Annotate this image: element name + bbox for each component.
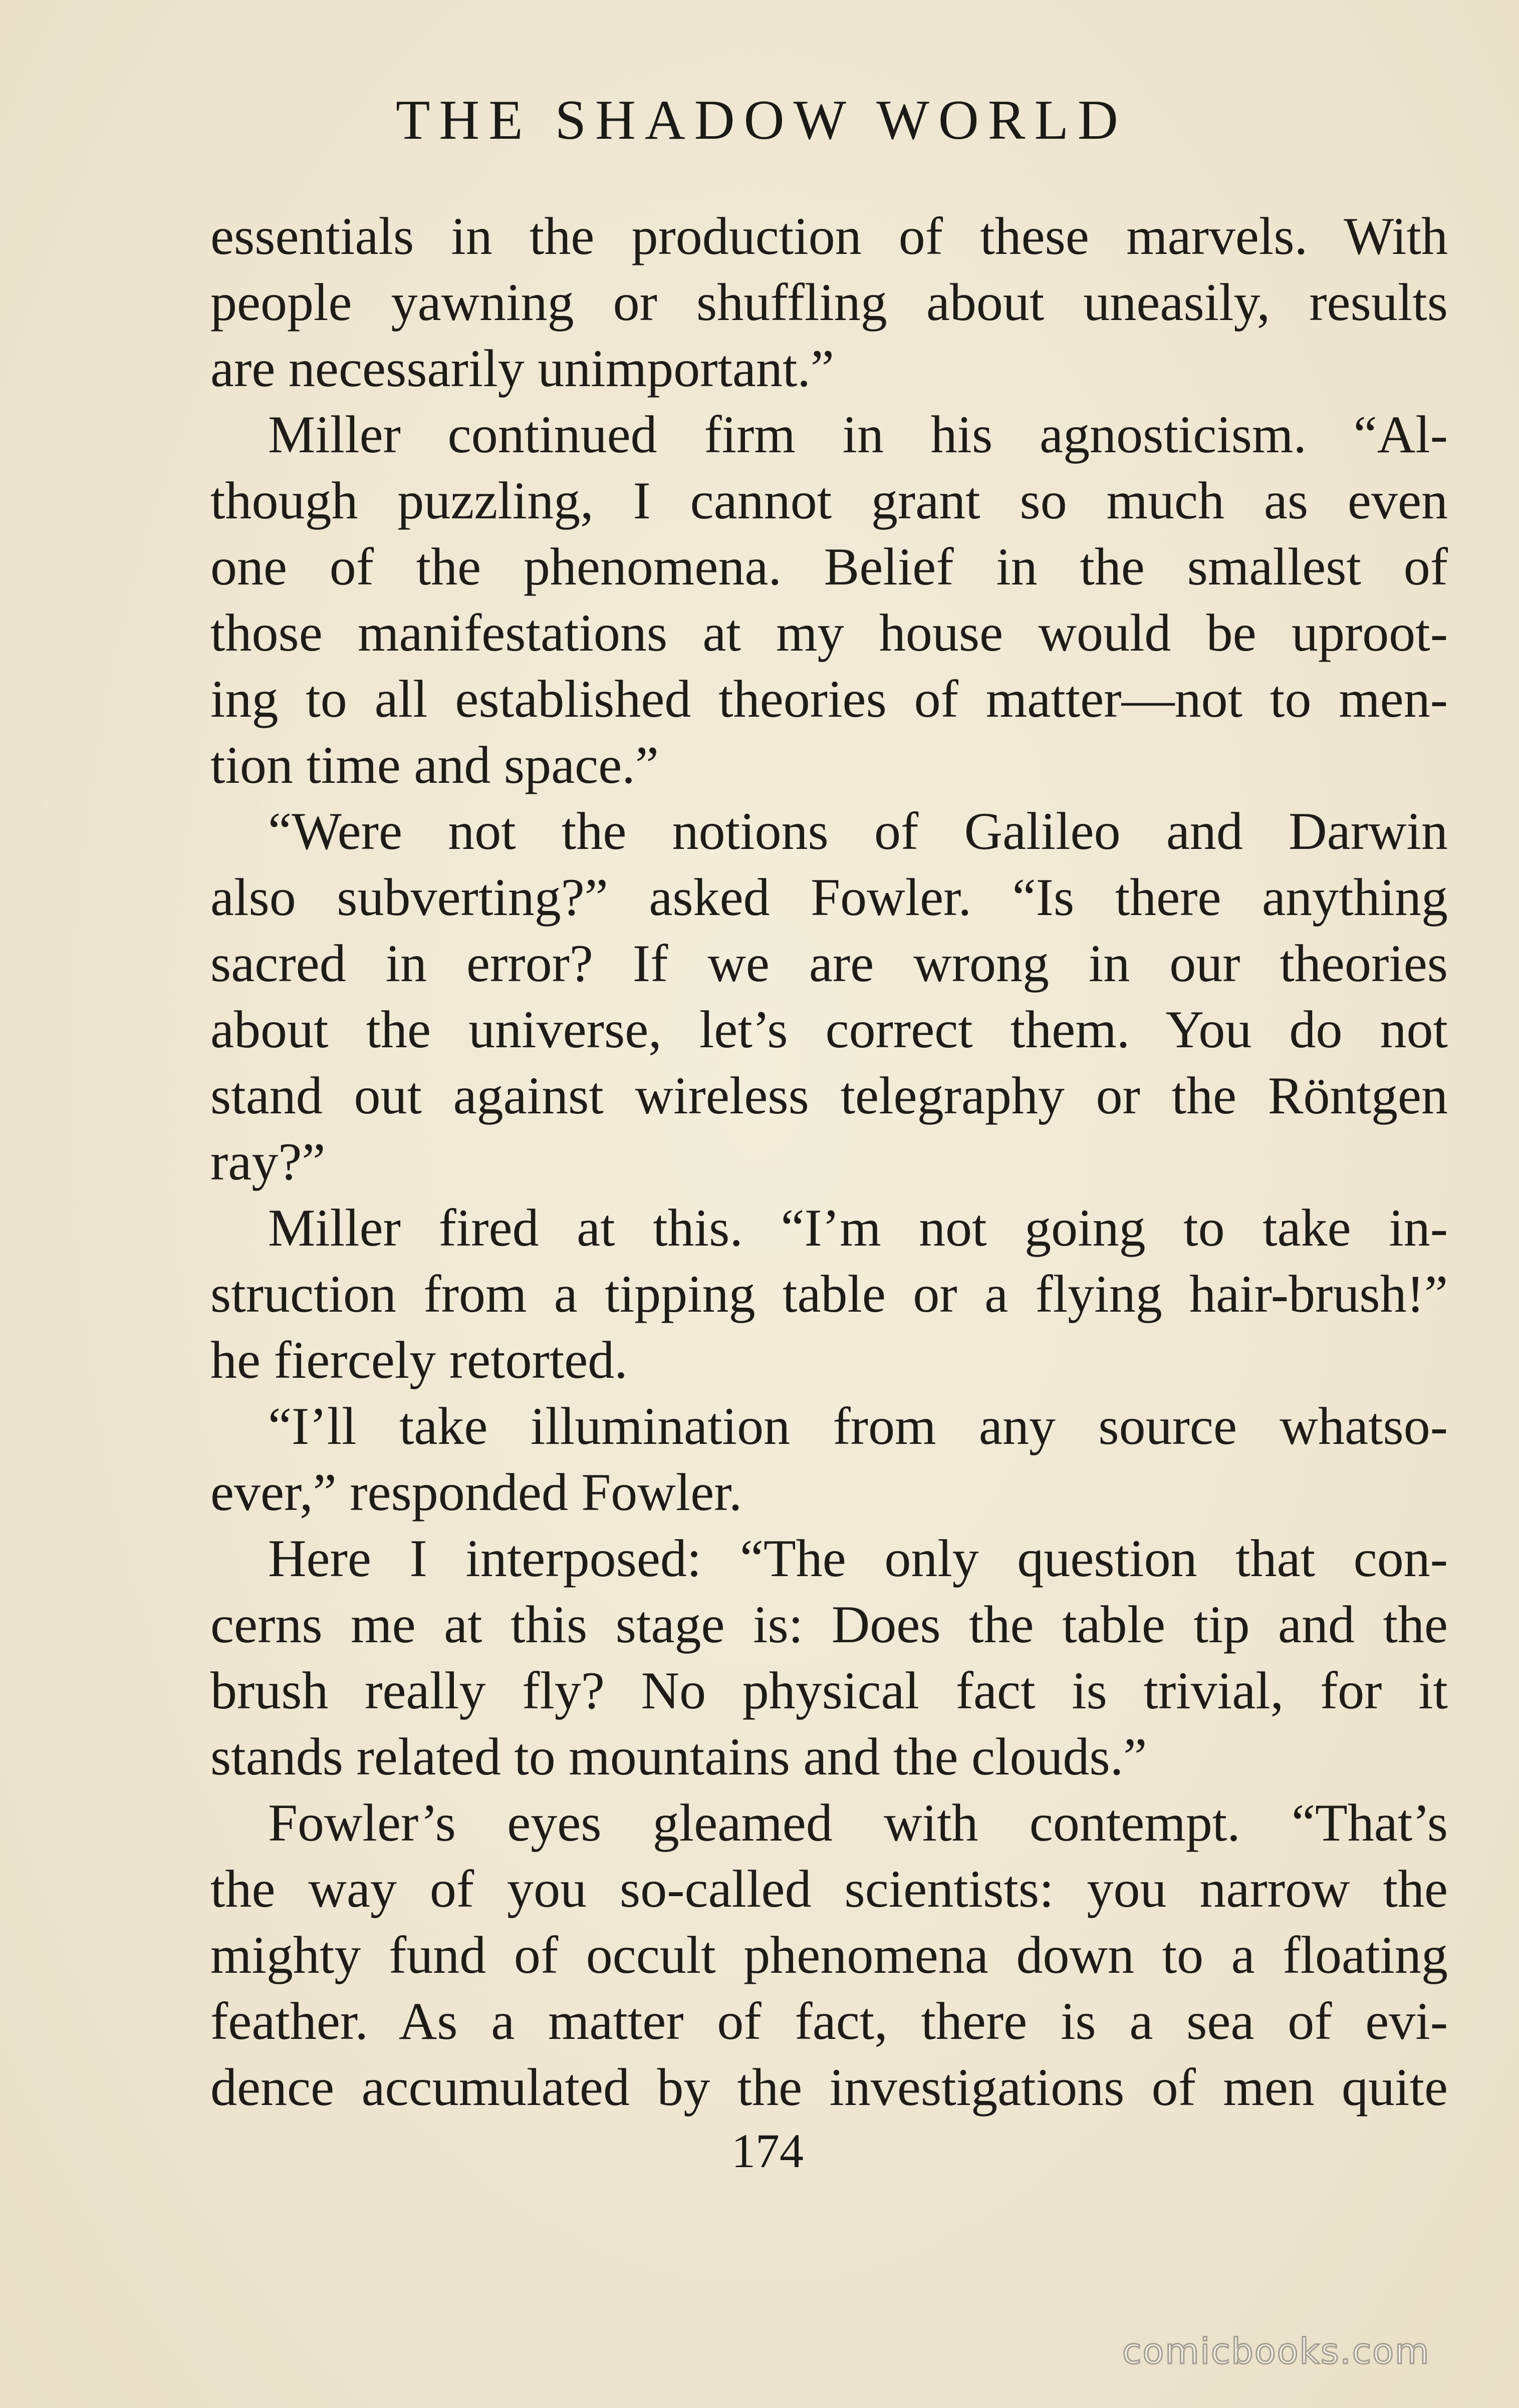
text-line: cerns me at this stage is: Does the table tip and the — [210, 1595, 1448, 1654]
text-line: “Were not the notions of Galileo and Darwin — [268, 802, 1448, 860]
text-line: he fiercely retorted. — [210, 1331, 628, 1389]
text-line: essentials in the production of these marvels. With — [210, 207, 1448, 265]
text-line: the way of you so-called scientists: you narrow the — [210, 1860, 1448, 1918]
text-line: Fowler’s eyes gleamed with contempt. “That’s — [268, 1793, 1448, 1852]
text-line: stands related to mountains and the clouds.” — [210, 1727, 1147, 1786]
text-line: “I’ll take illumination from any source whatso- — [268, 1397, 1448, 1455]
text-line: Here I interposed: “The only question that con- — [268, 1529, 1448, 1588]
running-head: THE SHADOW WORLD — [396, 89, 1127, 151]
text-line: tion time and space.” — [210, 736, 659, 794]
text-line: dence accumulated by the investigations of men quite — [210, 2058, 1448, 2117]
text-line: sacred in error? If we are wrong in our theories — [210, 934, 1448, 993]
text-line: Miller fired at this. “I’m not going to take in- — [268, 1198, 1448, 1257]
text-line: feather. As a matter of fact, there is a sea of evi- — [210, 1992, 1448, 2050]
text-line: one of the phenomena. Belief in the smallest of — [210, 537, 1448, 596]
page-number: 174 — [731, 2124, 804, 2178]
body-text — [210, 203, 1448, 2121]
text-line: struction from a tipping table or a flying hair-brush!” — [210, 1265, 1448, 1323]
text-line: about the universe, let’s correct them. You do not — [210, 1000, 1448, 1059]
text-line: are necessarily unimportant.” — [210, 339, 834, 398]
text-line: people yawning or shuffling about uneasily, results — [210, 273, 1448, 332]
text-line: Miller continued firm in his agnosticism. “Al- — [268, 405, 1448, 464]
text-line: brush really fly? No physical fact is trivial, for it — [210, 1661, 1448, 1720]
text-line: ing to all established theories of matter—not to men- — [210, 670, 1448, 728]
text-line: though puzzling, I cannot grant so much as even — [210, 471, 1448, 530]
watermark: comicbooks.com — [1122, 2331, 1430, 2372]
text-line: mighty fund of occult phenomena down to a floating — [210, 1926, 1448, 1984]
text-line: ever,” responded Fowler. — [210, 1463, 742, 1522]
text-line: also subverting?” asked Fowler. “Is there anything — [210, 868, 1448, 927]
text-line: those manifestations at my house would be uproot- — [210, 604, 1448, 662]
text-line: stand out against wireless telegraphy or the Röntgen — [210, 1066, 1448, 1125]
text-line: ray?” — [210, 1132, 326, 1191]
